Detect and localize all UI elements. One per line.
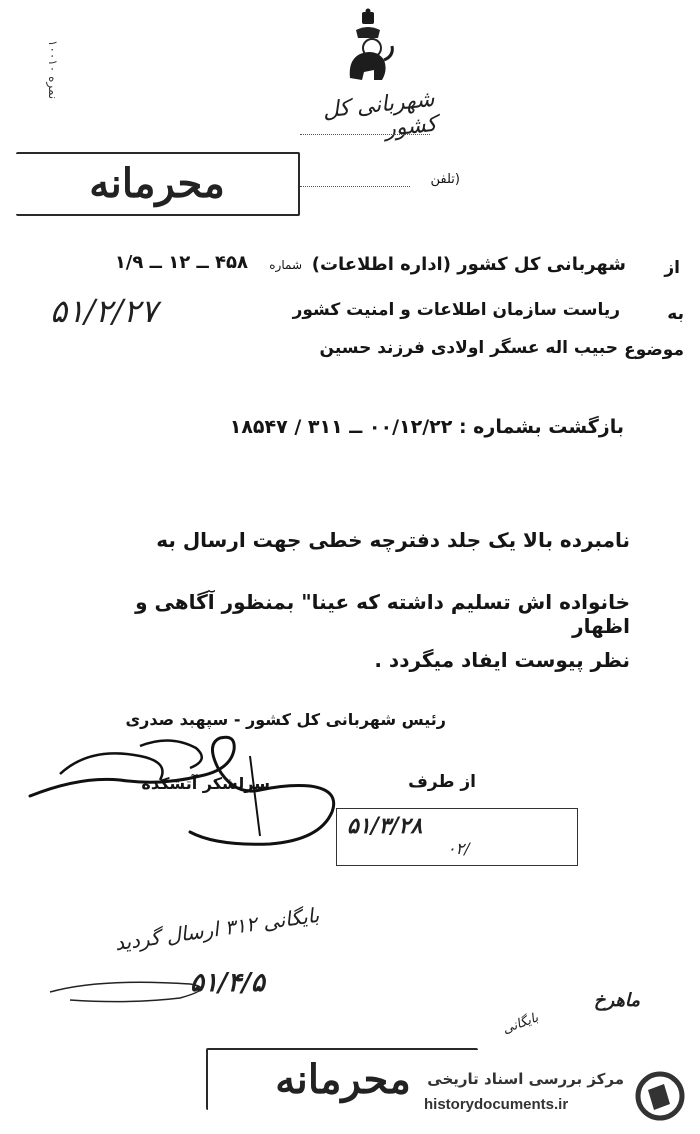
to-value: ریاست سازمان اطلاعات و امنیت کشور [292,300,620,320]
signature-title: رئیس شهربانی کل کشور - سپهبد صدری [125,710,446,729]
from-value: شهربانی کل کشور (اداره اطلاعات) [311,254,626,275]
watermark-logo-icon [634,1070,686,1122]
archive-note: بایگانی ۳۱۲ ارسال گردید [113,902,321,956]
header-rule [300,130,430,135]
side-number-value: ۱۰۰۱۰ [46,40,60,73]
received-stamp-date: ۵۱/۳/۲۸ [347,813,423,839]
body-line-2: خانواده اش تسلیم داشته که عینا" بمنظور آگاهی و اظهار [135,590,630,638]
body-line-1: نامبرده بالا یک جلد دفترچه خطی جهت ارسال به [156,528,630,552]
to-handwritten-date: ۵۱/۲/۲۷ [50,292,158,330]
on-behalf-label: از طرف [408,772,476,792]
archive-date: ۵۱/۴/۵ [190,968,265,998]
received-stamp [336,808,578,866]
watermark [400,1064,700,1128]
signature-scribble [20,716,360,856]
archive-note-2: بایگانی [500,1010,541,1038]
side-label: نمره [46,76,60,100]
to-label: به [667,304,684,324]
deputy-name: سرلشکر آتشکده [141,774,270,793]
number-value: ۴۵۸ ــ ۱۲ ــ ۱/۹ [114,252,248,273]
subject-label: موضوع [624,340,684,360]
subject-value: حبیب اله عسگر اولادی فرزند حسین [319,338,618,358]
confidential-stamp-top: محرمانه [16,152,300,216]
confidential-stamp-bottom: محرمانه [206,1048,478,1110]
archive-scribble [40,962,240,1012]
initials-note: ماهرخ [593,990,640,1011]
telephone-rule [300,182,410,187]
telephone-label: (تلفن [430,172,460,187]
reference-line: بازگشت بشماره : ۰۰/۱۲/۲۲ ــ ۳۱۱ / ۱۸۵۴۷ [229,416,624,438]
watermark-url: historydocuments.ir [424,1096,569,1113]
received-stamp-code: ۰۲/ [447,839,470,858]
emblem-icon [338,8,398,88]
org-name: شهربانی کل کشور [321,86,439,142]
side-number [40,40,60,160]
from-label: از [664,258,680,278]
number-label: شماره [269,258,302,272]
body-line-3: نظر پیوست ایفاد میگردد . [374,648,630,672]
watermark-title: مرکز بررسی اسناد تاریخی [427,1070,624,1088]
